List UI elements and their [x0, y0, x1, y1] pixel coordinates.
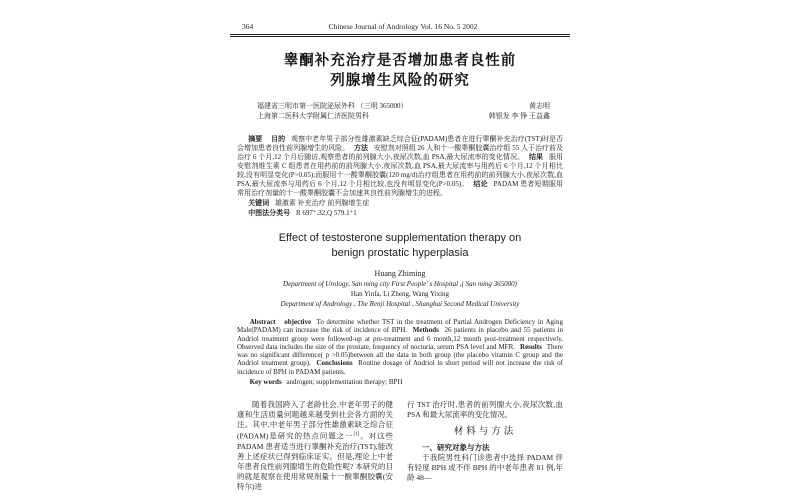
subsection-heading: 一、研究对象与方法	[422, 443, 490, 453]
keywords-zh-text: 雄激素 补充治疗 前列腺增生症	[274, 199, 370, 207]
results-zh-text: 服用安慰剂维生素 C 组患者在用药前的前列腺大小,夜尿次数,血 PSA,最大尿流率与用药后 6 个月,12 个月相比较,没有明显变化(P>0.05);而服用十一酸睾酮胶囊(120 mg/d)治疗组患者在用药前的前列腺大小,夜尿次数,血 PSA,最大尿流率与用药后 6 个月,12 个月相比较,也没有明显变化(P>0.05)。	[237, 153, 564, 188]
conclusions-zh-label: 结论	[473, 181, 488, 188]
affiliation-en-2: Department of Andrology , The Renji Hospital , Shanghai Second Medical University	[280, 300, 520, 308]
abstract-en	[237, 318, 563, 376]
methods-en-label: Methods	[412, 326, 439, 335]
left-column	[237, 400, 393, 492]
methods-paragraph: 于我院男性科门诊患者中选择 PADAM 伴有轻度 BPH 或不伴 BPH 的中老年患者 81 例,年龄 48—	[407, 453, 563, 483]
body-columns	[237, 400, 563, 492]
methods-en-text: 26 patients in placebo and 55 patients in Andriol treatment group were followed-up at pre-treatment and 6 month,12 month post-treatment respectively. Observed data includes the size of the prostate, frequency of nocturia, serum PSA level and MFR.	[237, 326, 564, 351]
affiliation-row	[257, 102, 550, 112]
article-title-en	[228, 231, 572, 261]
intro-paragraph-continued: 行 TST 治疗时,患者的前列腺大小,夜尿次数,血 PSA 和最大尿流率的变化情况。	[407, 400, 563, 420]
author-names: 韩银发 李 铮 王益鑫	[488, 111, 550, 120]
intro-text-1: 随着我国跨入了老龄社会,中老年男子的健康和生活质量问题越来越受到社会各方面的关注。其中,中老年男子部分性雄激素缺乏综合征(PADAM)是研究的热点问题之一	[237, 400, 393, 441]
results-en-label: Results	[520, 342, 542, 351]
affiliations-zh	[257, 102, 550, 121]
article-title-zh-line2: 列腺增生风险的研究	[330, 73, 470, 89]
methods-zh-text: 安慰剂对照组 26 人和十一酸睾酮胶囊治疗组 55 人于治疗前及治疗 6 个月,12 个月后随访,观察患者的前列腺大小,夜尿次数,血 PSA,最大尿流率的变化情况。	[237, 144, 564, 161]
objective-zh-label: 目的	[271, 136, 286, 143]
abstract-zh	[237, 135, 563, 198]
clc-text: R 697⁺.32,Q 579.1⁺1	[295, 209, 357, 217]
author-names: 黄志明	[529, 102, 550, 110]
keywords-zh	[237, 199, 563, 208]
conclusions-zh-text: PADAM 患者短期服用常用治疗剂量的十一酸睾酮胶囊不会加速其良性前列腺增生的进程。	[237, 180, 564, 197]
objective-en-label: objective	[284, 318, 312, 326]
abstract-en-label: Abstract	[249, 318, 276, 326]
methods-zh-label: 方法	[353, 145, 368, 152]
journal-page	[228, 0, 572, 492]
affiliation-text: 上海第二医科大学附属仁济医院男科	[257, 111, 369, 120]
section-heading: 材料与方法	[453, 427, 517, 438]
running-header	[230, 22, 570, 37]
results-en-text: There was no significant difference( p >0.05)between all the data in both group (the placebo vitamin C group and the Andriol treatment group).	[237, 342, 564, 368]
keywords-zh-label: 关键词	[248, 200, 270, 207]
abstract-zh-label: 摘要	[248, 136, 263, 143]
keywords-en-label: Key words	[249, 378, 282, 387]
clc-line	[237, 209, 563, 218]
objective-zh-text: 观察中老年男子部分性雄激素缺乏综合征(PADAM)患者在进行睾酮补充治疗(TST)时是否会增加患者良性前列腺增生的风险。	[237, 135, 564, 152]
affiliation-row	[257, 112, 550, 122]
keywords-en	[237, 378, 563, 387]
keywords-en-text: androgen; supplementation therapy; BPH	[286, 378, 403, 387]
article-title-en-line2: benign prostatic hyperplasia	[331, 247, 469, 259]
citation-ref: [1]	[353, 432, 360, 438]
authors-en-2: Han Yinfa, Li Zheng, Wang Yixing	[350, 290, 450, 298]
article-title-en-line1: Effect of testosterone supplementation therapy on	[278, 232, 522, 244]
intro-text-2: 。对这些 PADAM 患者适当进行睾酮补充治疗(TST),能改善上述症状已得到临床证实。但是,理论上中老年患者良性前列腺增生的危险性呢? 本研究的目的就是观察在使用常规剂量十一酸睾酮胶囊(安特尔)进	[237, 431, 393, 491]
journal-name: Chinese Journal of Andrology Vol. 16 No. 5 2002	[328, 22, 478, 31]
author-en-1: Huang Zhiming	[374, 269, 426, 278]
page-number: 364	[242, 22, 254, 31]
conclusions-en-label: Conclusions	[316, 359, 353, 368]
objective-en-text: To determine whether TST in the treatment of Partial Androgen Deficiency in Aging Male(PADAM) can increase the risk of incidence of BPH.	[237, 318, 564, 335]
article-title-zh	[228, 51, 572, 91]
affiliation-text: 福建省三明市第一医院泌尿外科 （三明 365000）	[257, 102, 408, 110]
results-zh-label: 结果	[528, 154, 544, 161]
conclusions-en-text: Routine dosage of Andriol in short period will not increase the risk of incidence of BPH in PADAM patients.	[237, 359, 564, 376]
intro-paragraph	[237, 400, 393, 492]
clc-label: 中图法分类号	[248, 210, 291, 217]
right-column	[407, 400, 563, 492]
article-title-zh-line1: 睾酮补充治疗是否增加患者良性前	[283, 53, 517, 69]
affiliation-en-1: Department of Urology, San ming city First People' s Hospital ,( San ming 365000)	[283, 280, 517, 288]
